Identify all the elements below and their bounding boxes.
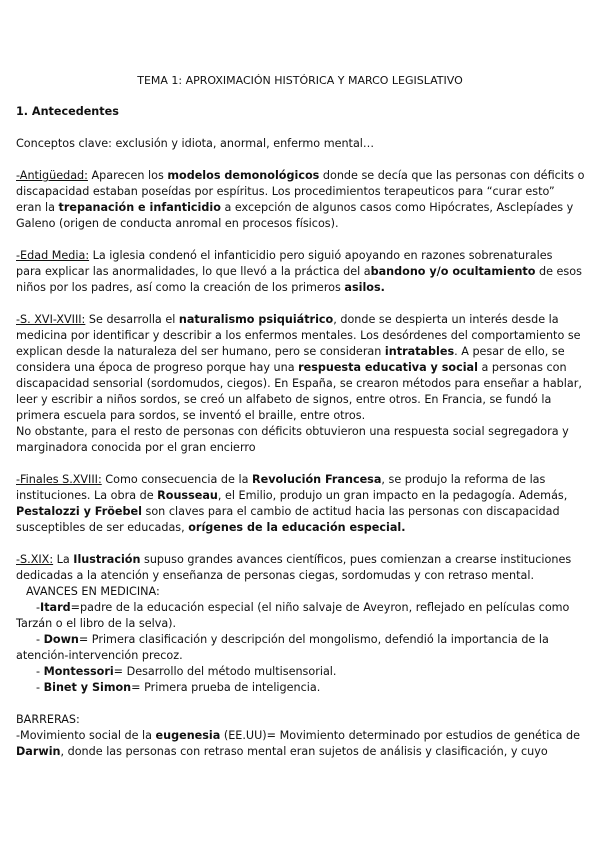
barreras-heading: BARRERAS: <box>16 713 80 726</box>
montessori-line: - Montessori= Desarrollo del método multisensorial. <box>36 665 337 678</box>
s16-18-line-1: -S. XVI-XVIII: Se desarrolla el naturalismo psiquiátrico, donde se despierta un interés desde la <box>16 313 559 326</box>
edad-media-line-3: niños por los padres, así como la creación de los primeros asilos. <box>16 281 385 294</box>
s16-18-line-2: medicina por identificar y describir a los enfermos mentales. Los desórdenes del comportamiento se <box>16 329 581 342</box>
key-concepts-line: Conceptos clave: exclusión y idiota, anormal, enfermo mental… <box>16 137 375 150</box>
antiguedad-line-3: eran la trepanación e infanticidio a excepción de algunos casos como Hipócrates, Asclepíades y <box>16 201 574 214</box>
s16-18-line-8: No obstante, para el resto de personas con déficits obtuvieron una respuesta social segregadora y <box>16 425 569 438</box>
antiguedad-label: -Antigüedad: <box>16 169 88 182</box>
finales-s18-line-4: susceptibles de ser educadas, orígenes de la educación especial. <box>16 521 406 534</box>
s16-18-line-9: marginadora conocida por el gran encierro <box>16 441 256 454</box>
edad-media-line-2: para explicar las anormalidades, lo que llevó a la práctica del abandono y/o ocultamiento de esos <box>16 265 582 278</box>
finales-s18-label: -Finales S.XVIII: <box>16 473 102 486</box>
itard-line-2: Tarzán o el libro de la selva). <box>16 617 177 630</box>
s16-18-line-3: explican desde la naturaleza del ser humano, pero se consideran intratables. A pesar de ello, se <box>16 345 565 358</box>
s16-18-line-5: discapacidad sensorial (sordomudos, ciegos). En España, se crearon métodos para enseñar a hablar, <box>16 377 582 390</box>
finales-s18-line-1: -Finales S.XVIII: Como consecuencia de la Revolución Francesa, se produjo la reforma de las <box>16 473 546 486</box>
itard-line-1: -Itard=padre de la educación especial (el niño salvaje de Aveyron, reflejado en películas como <box>36 601 570 614</box>
binet-line: - Binet y Simon= Primera prueba de inteligencia. <box>36 681 321 694</box>
barreras-line-1: -Movimiento social de la eugenesia (EE.UU)= Movimiento determinado por estudios de genética de <box>16 729 580 742</box>
barreras-line-2: Darwin, donde las personas con retraso mental eran sujetos de análisis y clasificación, y cuyo <box>16 745 548 758</box>
s16-18-line-6: leer y escribir a niños sordos, se creó un alfabeto de signos, entre otros. En Francia, se fundó la <box>16 393 552 406</box>
s16-18-line-4: considera una época de progreso porque hay una respuesta educativa y social a personas con <box>16 361 567 374</box>
edad-media-line-1: -Edad Media: La iglesia condenó el infanticidio pero siguió apoyando en razones sobrenaturales <box>16 249 553 262</box>
s19-label: -S.XIX: <box>16 553 54 566</box>
page-title: TEMA 1: APROXIMACIÓN HISTÓRICA Y MARCO LEGISLATIVO <box>137 74 463 87</box>
s16-18-line-7: primera escuela para sordos, se inventó el braille, entre otros. <box>16 409 366 422</box>
down-line-2: atención-intervención precoz. <box>16 649 183 662</box>
finales-s18-line-2: instituciones. La obra de Rousseau, el Emilio, produjo un gran impacto en la pedagogía. Además, <box>16 489 568 502</box>
down-line-1: - Down= Primera clasificación y descripción del mongolismo, defendió la importancia de la <box>36 633 549 646</box>
avances-heading: AVANCES EN MEDICINA: <box>26 585 160 598</box>
antiguedad-line-4: Galeno (origen de conducta anromal en procesos físicos). <box>16 217 339 230</box>
finales-s18-line-3: Pestalozzi y Fröebel son claves para el cambio de actitud hacia las personas con discapacidad <box>16 505 560 518</box>
edad-media-label: -Edad Media: <box>16 249 90 262</box>
s19-line-1: -S.XIX: La Ilustración supuso grandes avances científicos, pues comienzan a crearse instituciones <box>16 553 572 566</box>
antiguedad-line-1: -Antigüedad: Aparecen los modelos demonológicos donde se decía que las personas con déficits o <box>16 169 585 182</box>
s19-line-2: dedicadas a la atención y enseñanza de personas ciegas, sordomudas y con retraso mental. <box>16 569 535 582</box>
section-heading: 1. Antecedentes <box>16 105 119 118</box>
antiguedad-line-2: discapacidad estaban poseídas por espíritus. Los procedimientos terapeuticos para “curar esto” <box>16 185 555 198</box>
s16-18-label: -S. XVI-XVIII: <box>16 313 86 326</box>
